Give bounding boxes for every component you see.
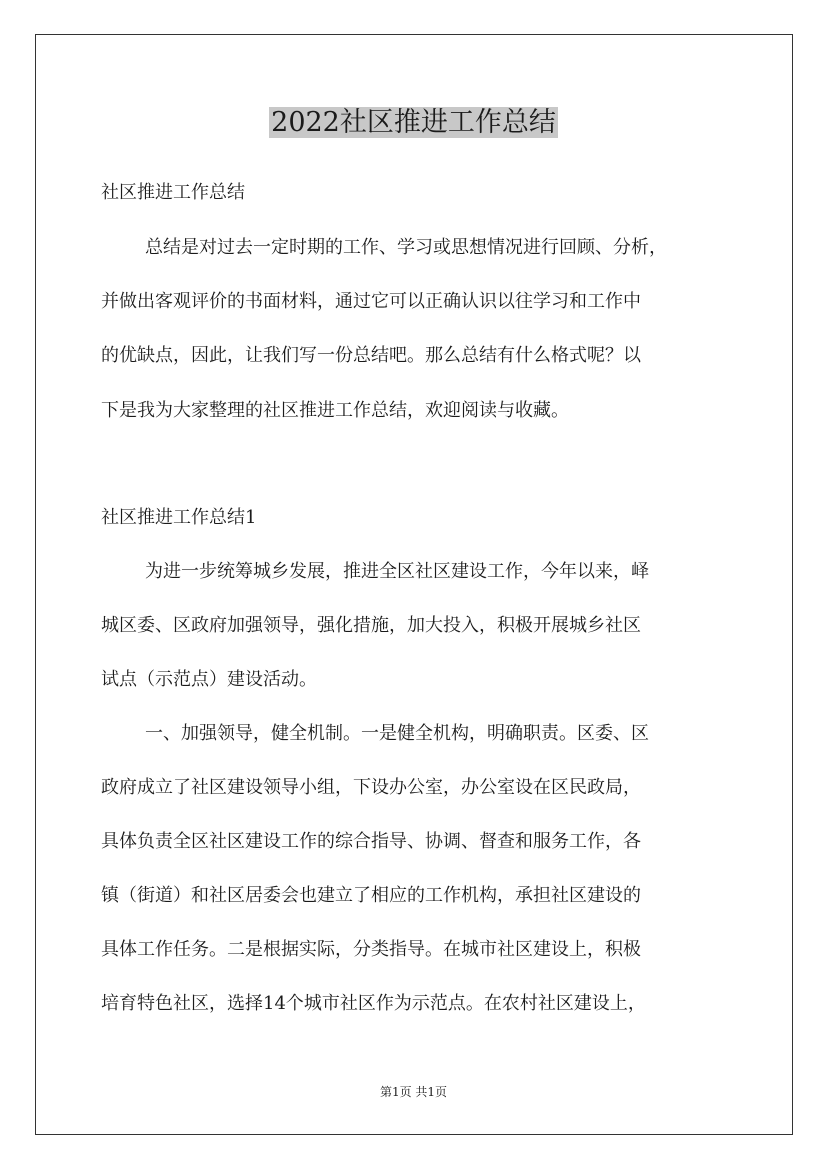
document-title: 2022社区推进工作总结 <box>271 107 556 138</box>
section-heading: 社区推进工作总结1 <box>101 507 257 528</box>
page-footer: 第1页 共1页 <box>379 1085 448 1099</box>
paragraph-line: 下是我为大家整理的社区推进工作总结，欢迎阅读与收藏。 <box>101 400 569 421</box>
paragraph-line: 培育特色社区，选择14个城市社区作为示范点。在农村社区建设上， <box>101 993 646 1014</box>
paragraph-line: 城区委、区政府加强领导，强化措施，加大投入，积极开展城乡社区 <box>101 615 641 636</box>
paragraph-line: 政府成立了社区建设领导小组，下设办公室，办公室设在区民政局， <box>101 777 641 798</box>
paragraph-line: 试点（示范点）建设活动。 <box>101 669 317 690</box>
paragraph-line: 为进一步统筹城乡发展，推进全区社区建设工作，今年以来，峄 <box>145 561 649 582</box>
paragraph-line: 总结是对过去一定时期的工作、学习或思想情况进行回顾、分析， <box>145 237 667 258</box>
heading-line: 社区推进工作总结 <box>101 182 245 203</box>
paragraph-line: 的优缺点，因此，让我们写一份总结吧。那么总结有什么格式呢？以 <box>101 345 641 366</box>
paragraph-line: 并做出客观评价的书面材料，通过它可以正确认识以往学习和工作中 <box>101 291 641 312</box>
paragraph-line: 一、加强领导，健全机制。一是健全机构，明确职责。区委、区 <box>145 723 649 744</box>
paragraph-line: 具体工作任务。二是根据实际，分类指导。在城市社区建设上，积极 <box>101 939 641 960</box>
paragraph-line: 具体负责全区社区建设工作的综合指导、协调、督查和服务工作，各 <box>101 831 641 852</box>
paragraph-line: 镇（街道）和社区居委会也建立了相应的工作机构，承担社区建设的 <box>101 885 641 906</box>
